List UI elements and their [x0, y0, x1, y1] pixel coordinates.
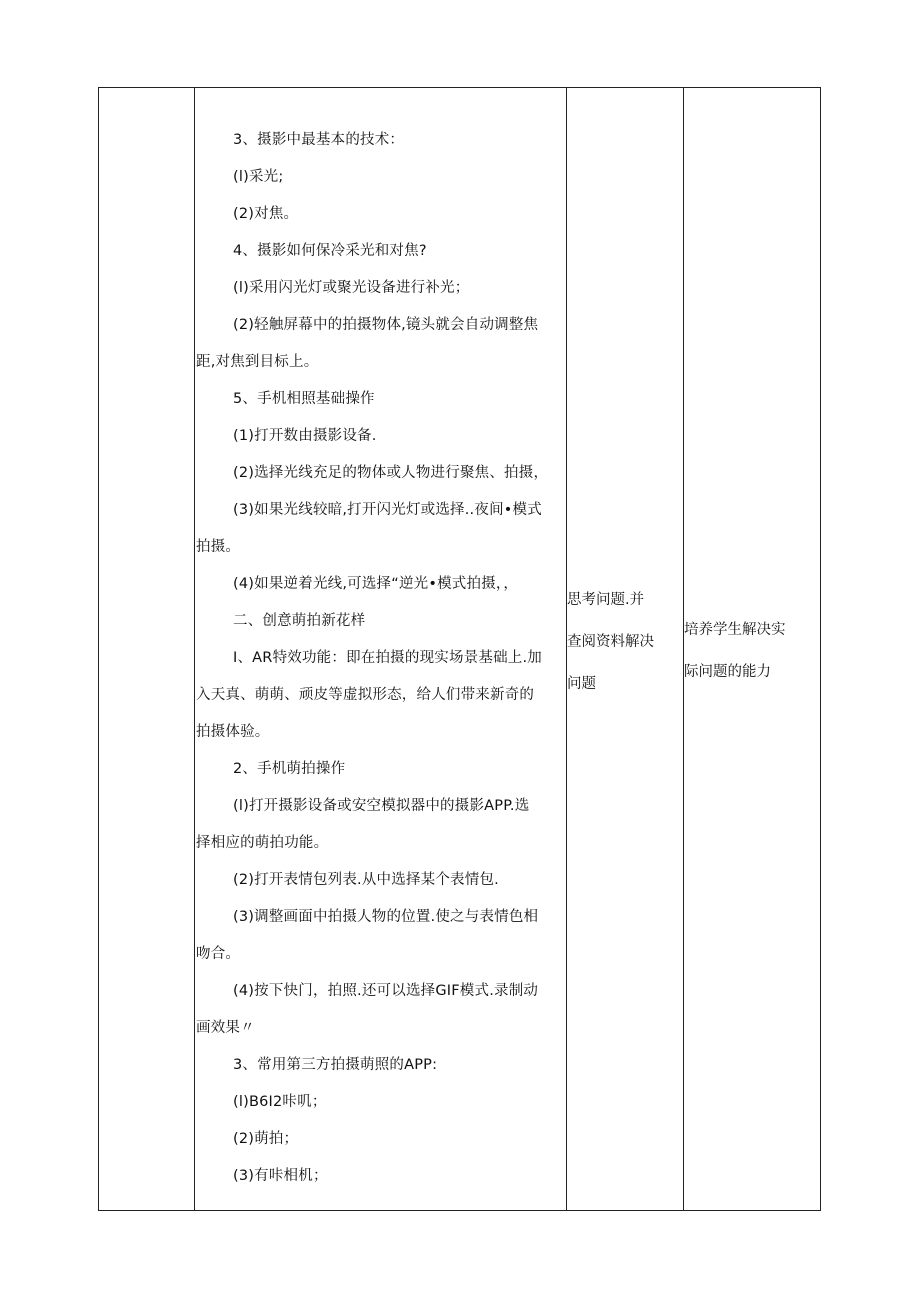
content-line: 3、常用第三方拍摄萌照的APP:: [233, 1057, 438, 1073]
content-line: (4)如果逆着光线,可选择“逆光•模式拍摄，，: [233, 576, 519, 592]
content-line: (1)打开数由摄影设备.: [233, 428, 377, 444]
content-line: I、AR特效功能：即在拍摄的现实场景基础上.加: [233, 650, 542, 666]
student-activity-line: 问题: [567, 676, 596, 692]
content-line: (3)如果光线较暗,打开闪光灯或选择..夜间•模式: [233, 502, 542, 518]
student-activity-cell: [567, 88, 683, 1210]
content-line: (2)对焦。: [233, 206, 299, 222]
content-line: 3、摄影中最基本的技术：: [233, 132, 405, 148]
student-activity-line: 查阅资料解决: [567, 634, 654, 650]
content-line: (l)打开摄影设备或安空模拟器中的摄影APP.选: [233, 798, 530, 814]
content-line: 二、创意萌拍新花样: [233, 613, 366, 629]
content-line: (l)采光;: [233, 169, 284, 185]
content-line: 画效果〃: [196, 1020, 255, 1036]
content-line: 距,对焦到目标上。: [196, 354, 319, 370]
content-line: (3)调整画面中拍摄人物的位置.使之与表情色相: [233, 909, 539, 925]
teaching-content-cell: [195, 88, 565, 1210]
content-line: (2)轻触屏幕中的拍摄物体,镜头就会自动调整焦: [233, 317, 539, 333]
content-line: (2)选择光线充足的物体或人物进行聚焦、拍摄，: [233, 465, 549, 481]
design-intent-line: 培养学生解决实: [684, 622, 786, 638]
content-line: 4、摄影如何保冷采光和对焦?: [233, 243, 427, 259]
design-intent-line: 际问题的能力: [684, 664, 771, 680]
content-line: 2、手机萌拍操作: [233, 761, 346, 777]
content-line: 择相应的萌拍功能。: [196, 835, 329, 851]
content-line: (l)B6I2咔叽；: [233, 1094, 327, 1110]
content-line: (2)萌拍；: [233, 1131, 299, 1147]
content-line: 拍摄体验。: [196, 724, 270, 740]
student-activity-line: 思考问题.并: [567, 592, 645, 608]
content-line: 吻合。: [196, 946, 241, 962]
content-line: 拍摄。: [196, 539, 241, 555]
content-line: (4)按下快门，拍照.还可以选择GIF模式.录制动: [233, 983, 539, 999]
design-intent-cell: [684, 88, 820, 1210]
content-line: 入天真、萌萌、顽皮等虚拟形态，给人们带来新奇的: [196, 687, 535, 703]
empty-first-column-cell: [99, 88, 194, 1210]
content-line: 5、手机相照基础操作: [233, 391, 375, 407]
lesson-table: [98, 87, 821, 1211]
content-line: (3)有咔相机；: [233, 1168, 328, 1184]
content-line: (l)采用闪光灯或聚光设备进行补光；: [233, 280, 470, 296]
content-line: (2)打开表情包列表.从中选择某个表情包.: [233, 872, 499, 888]
